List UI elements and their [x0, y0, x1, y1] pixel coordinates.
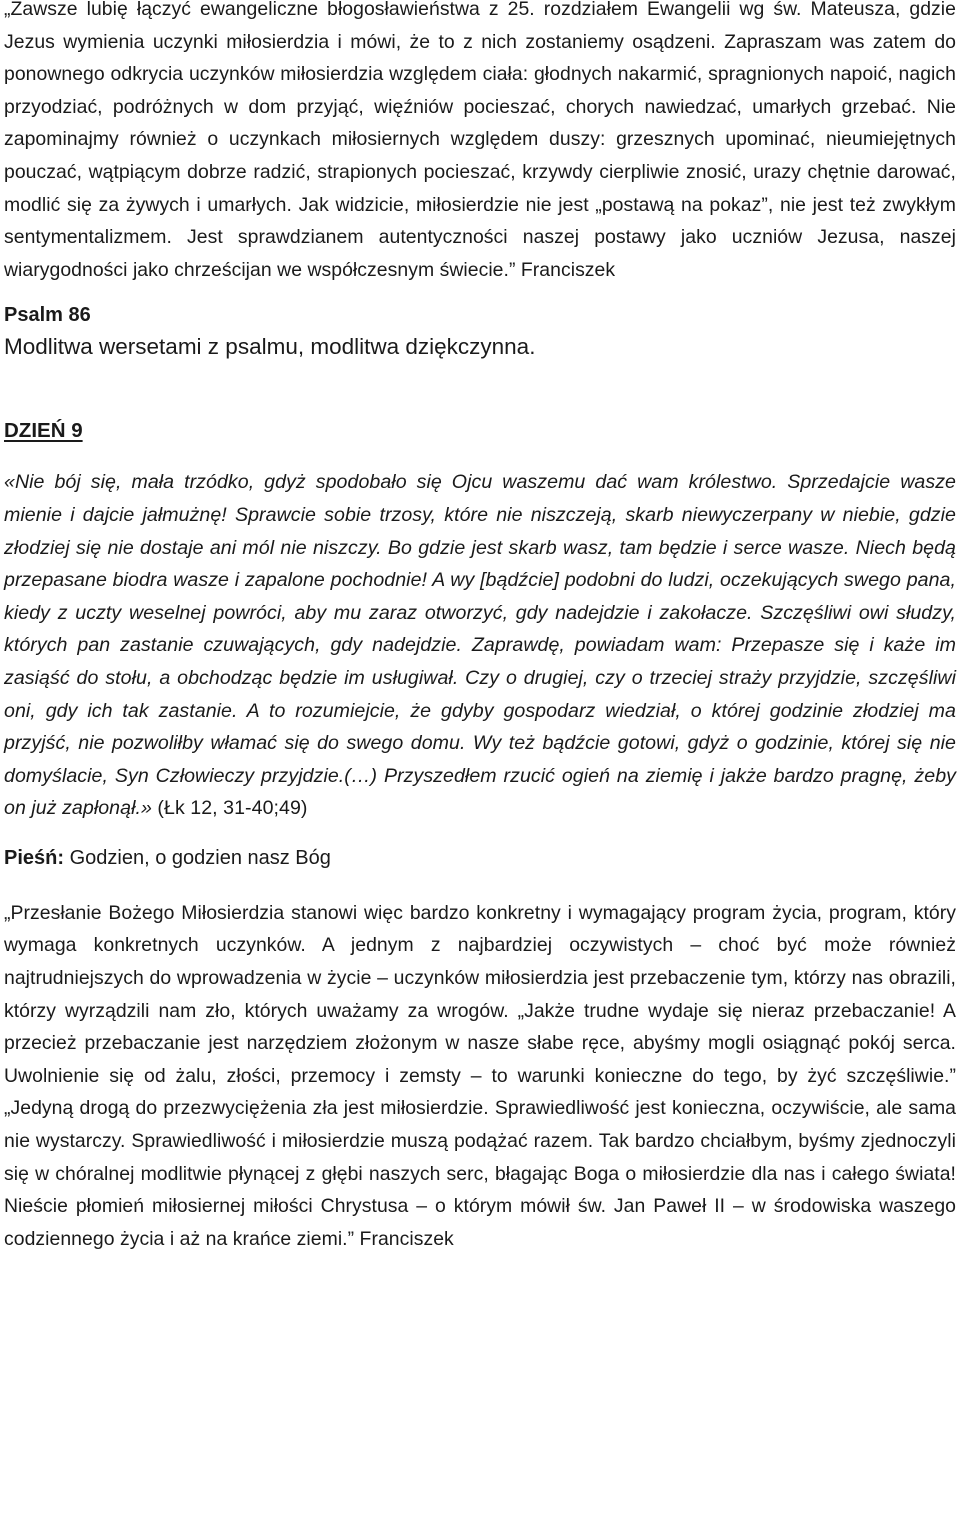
document-page — [4, 0, 956, 1255]
intro-paragraph: „Zawsze lubię łączyć ewangeliczne błogosławieństwa z 25. rozdziałem Ewangelii wg św. Mateusza, gdzie Jezus wymienia uczynki miłosierdzia i mówi, że to z nich zostaniemy osądzeni. Zapraszam was zatem do ponownego odkrycia uczynków miłosierdzia względem ciała: głodnych nakarmić, spragnionych napoić, nagich przyodziać, podróżnych w dom przyjąć, więźniów pocieszać, chorych nawiedzać, umarłych grzebać. Nie zapominajmy również o uczynkach miłosiernych względem duszy: grzesznych upominać, nieumiejętnych pouczać, wątpiącym dobrze radzić, strapionych pocieszać, krzywdy cierpliwie znosić, urazy chętnie darować, modlić się za żywych i umarłych. Jak widzicie, miłosierdzie nie jest „postawą na pokaz”, nie jest też zwykłym sentymentalizmem. Jest sprawdzianem autentyczności naszej postawy jako uczniów Jezusa, naszej wiarygodności jako chrześcijan we współczesnym świecie.” Franciszek — [4, 0, 956, 281]
reflection-paragraph: „Przesłanie Bożego Miłosierdzia stanowi więc bardzo konkretny i wymagający program życia, program, który wymaga konkretnych uczynków. A jednym z najbardziej oczywistych – choć być może również najtrudniejszych do wprowadzenia w życie – uczynków miłosierdzia jest przebaczenie tym, którzy nas obrazili, którzy wyrządzili nam zło, których uważamy za wrogów. „Jakże trudne wydaje się nieraz przebaczanie! A przecież przebaczanie jest narzędziem złożonym w nasze słabe ręce, abyśmy mogli osiągnąć pokój serca. Uwolnienie się od żalu, złości, przemocy i zemsty – to warunki konieczne do tego, by żyć szczęśliwie.” „Jedyną drogą do przezwyciężenia zła jest miłosierdzie. Sprawiedliwość jest konieczna, oczywiście, ale sama nie wystarczy. Sprawiedliwość i miłosierdzie muszą podążać razem. Tak bardzo chciałbym, byśmy zjednoczyli się w chóralnej modlitwie płynącej z głębi naszych serc, błagając Boga o miłosierdzie dla nas i całego świata! Nieście płomień miłosiernej miłości Chrystusa – o którym mówił św. Jan Paweł II – w środowiska waszego codziennego życia i aż na krańce ziemi.” Franciszek — [4, 901, 956, 1250]
hymn-line — [4, 843, 956, 873]
gospel-text: «Nie bój się, mała trzódko, gdyż spodobało się Ojcu waszemu dać wam królestwo. Sprzedajcie wasze mienie i dajcie jałmużnę! Sprawcie sobie trzosy, które nie niszczeją, skarb niewyczerpany w niebie, gdzie złodziej się nie dostaje ani mól nie niszczy. Bo gdzie jest skarb wasz, tam będzie i serce wasze. Niech będą przepasane biodra wasze i zapalone pochodnie! A wy [bądźcie] podobni do ludzi, oczekujących swego pana, kiedy z uczty weselnej powróci, aby mu zaraz otworzyć, gdy nadejdzie i zakołacze. Szczęśliwi owi słudzy, których pan zastanie czuwających, gdy nadejdzie. Zaprawdę, powiadam wam: Przepasze się i każe im zasiąść do stołu, a obchodząc będzie im usługiwał. Czy o drugiej, czy o trzeciej straży przyjdzie, szczęśliwi oni, gdy ich tak zastanie. A to rozumiejcie, że gdyby gospodarz wiedział, o której godzinie złodziej ma przyjść, nie pozwoliłby włamać się do swego domu. Wy też bądźcie gotowi, gdyż o godzinie, której się nie domyślacie, Syn Człowieczy przyjdzie.(…) Przyszedłem rzucić ogień na ziemię i jakże bardzo pragnę, żeby on już zapłonął.» — [4, 471, 956, 820]
gospel-passage — [4, 466, 956, 825]
psalm-number: Psalm 86 — [4, 304, 91, 327]
day-title: DZIEŃ 9 — [4, 419, 83, 443]
hymn-title: Godzien, o godzien nasz Bóg — [69, 846, 331, 869]
gospel-reference: (Łk 12, 31-40;49) — [157, 797, 308, 820]
psalm-description: Modlitwa wersetami z psalmu, modlitwa dziękczynna. — [4, 334, 536, 360]
hymn-label: Pieśń: — [4, 846, 65, 869]
